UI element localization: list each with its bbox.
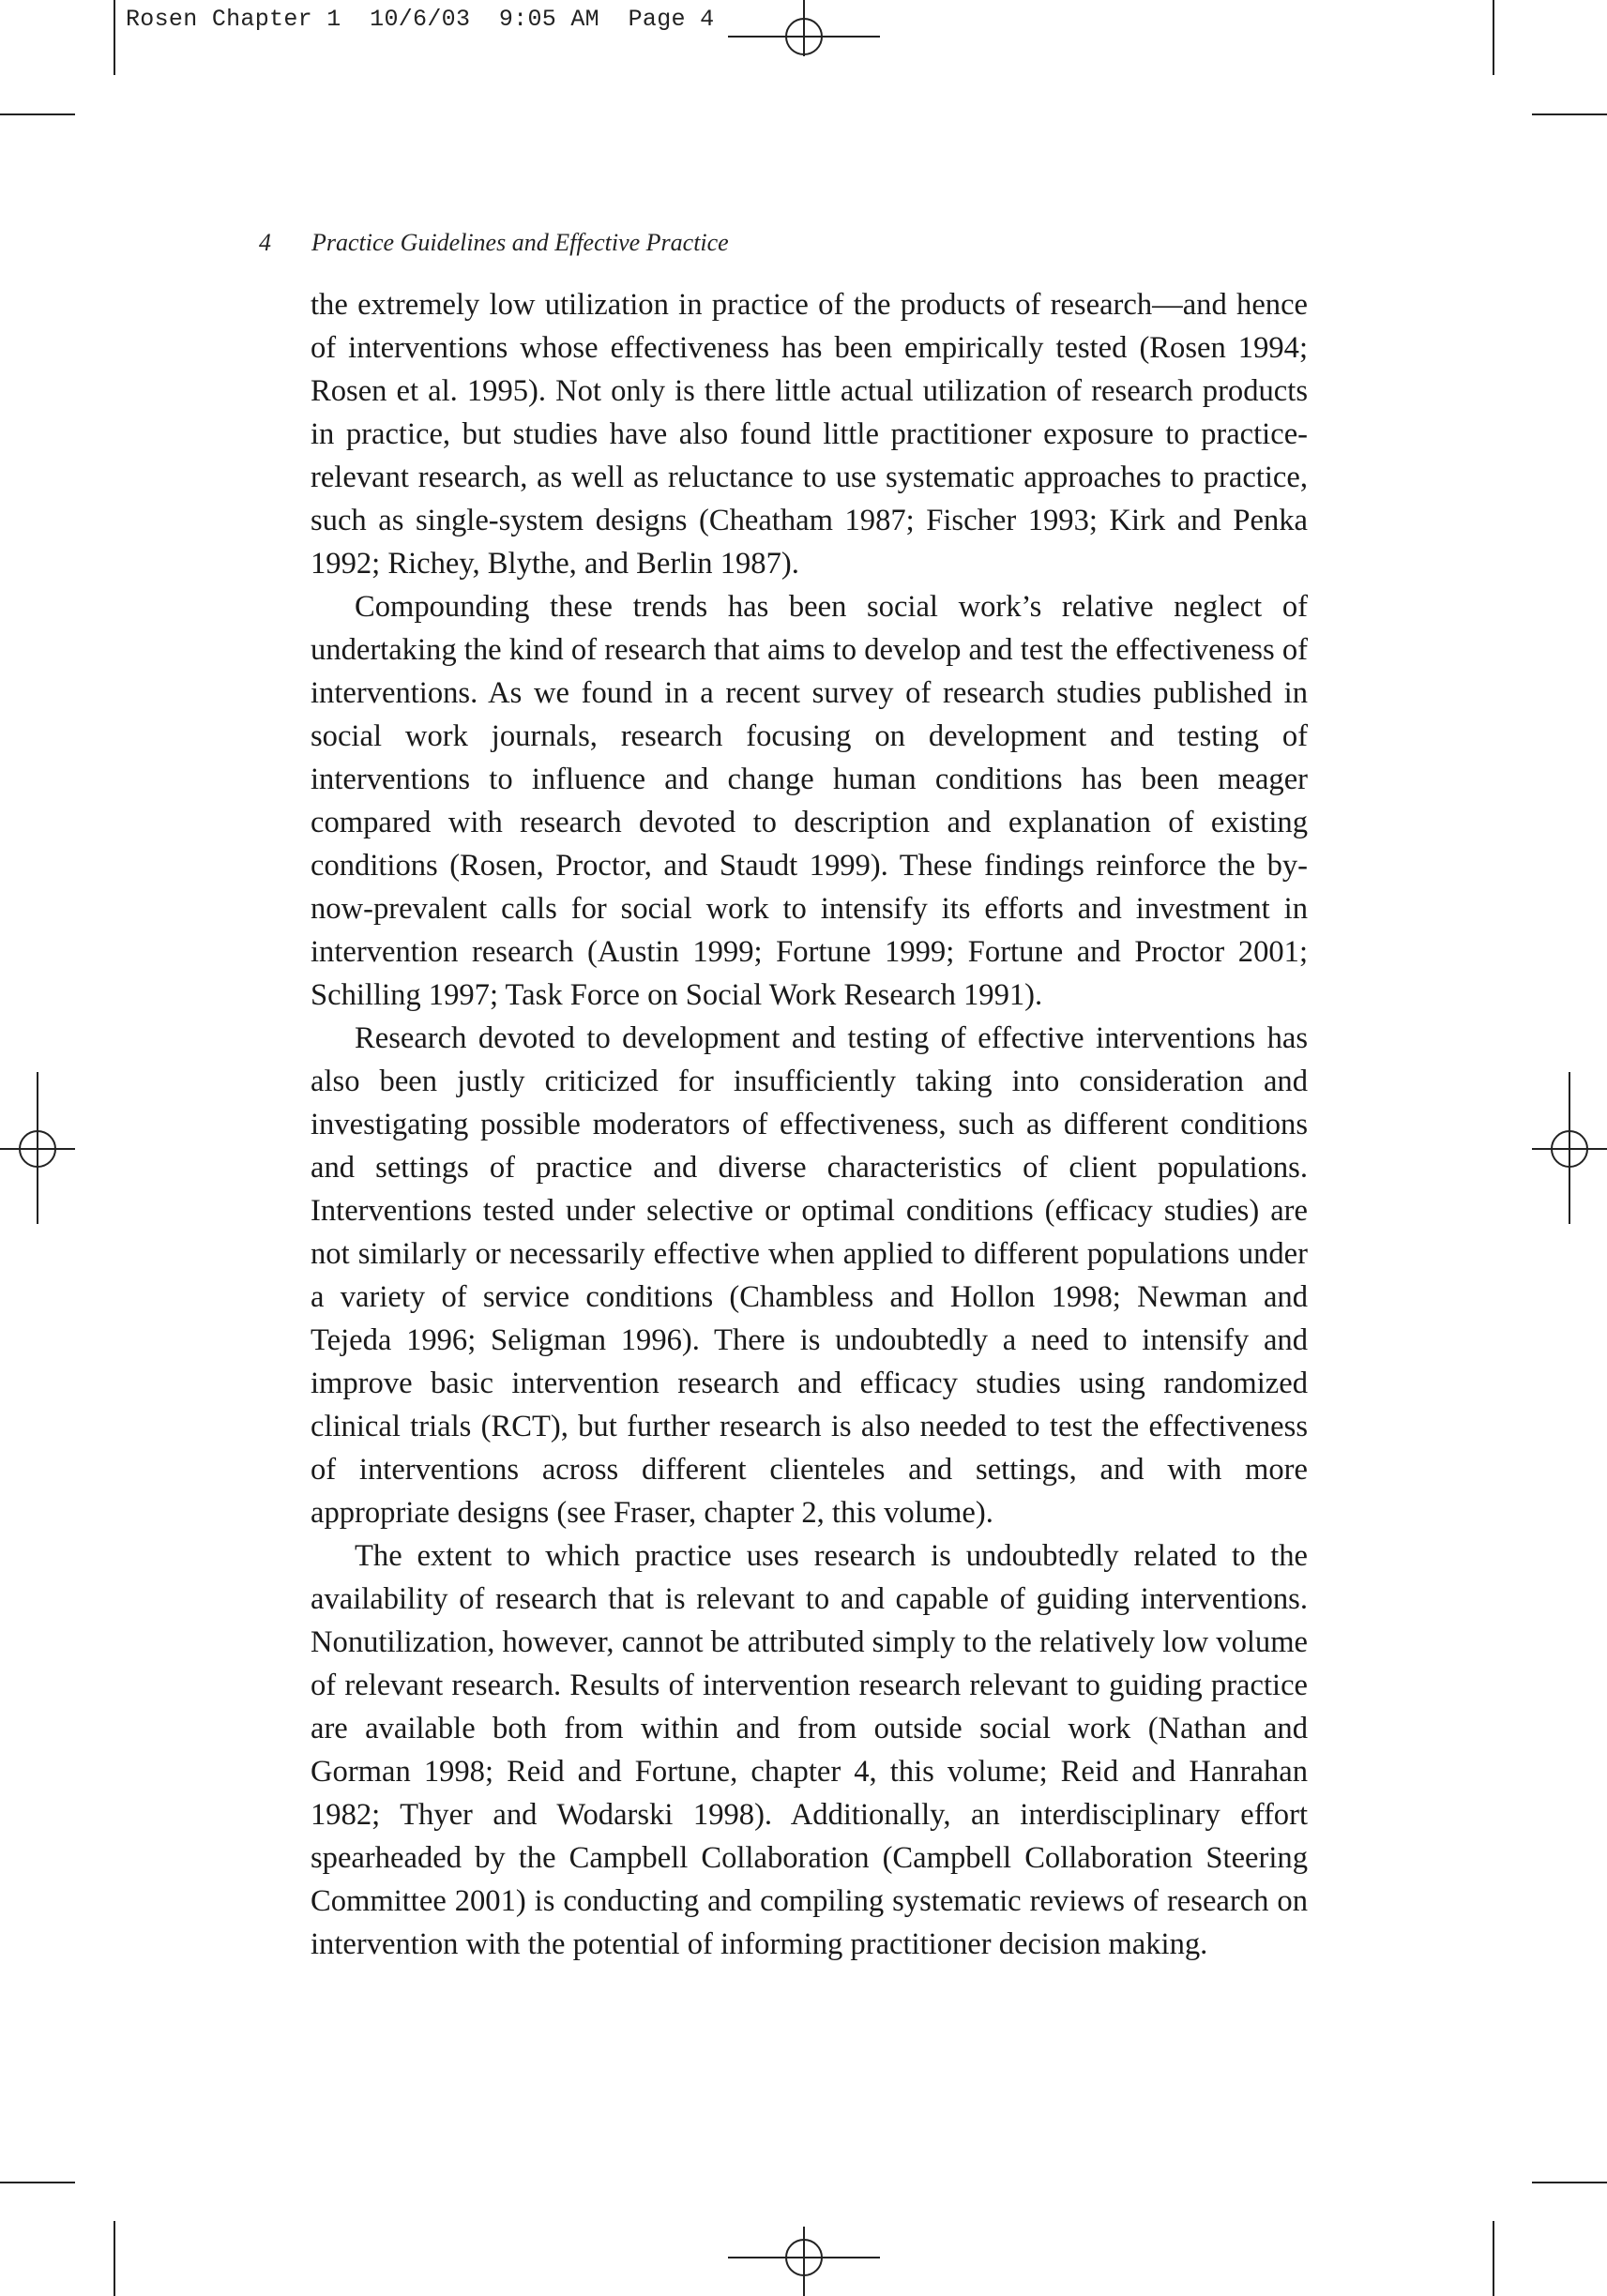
crop-mark-bottom-right-vertical bbox=[1493, 2221, 1494, 2296]
paragraph: Compounding these trends has been social work’s relative neglect of undertaking the kind of research that aims to develop and test the effectiveness of interventions. As we found in a recent survey of research studies published in social work journals, research focusing on development and testing of interventions to influence and change human conditions has been meager compared with research devoted to description and explanation of existing conditions (Rosen, Proctor, and Staudt 1999). These findings reinforce the by-now-prevalent calls for social work to intensify its efforts and investment in intervention research (Austin 1999; Fortune 1999; Fortune and Proctor 2001; Schilling 1997; Task Force on Social Work Research 1991). bbox=[311, 590, 1308, 1012]
crop-mark-bottom-left-vertical bbox=[114, 2221, 115, 2296]
running-head-title: Practice Guidelines and Effective Practice bbox=[311, 229, 729, 256]
crop-mark-top-right-horizontal bbox=[1532, 113, 1607, 115]
crop-mark-top-left-vertical bbox=[114, 0, 115, 75]
paragraph: The extent to which practice uses research is undoubtedly related to the availability of research that is relevant to and capable of guiding interventions. Nonutilization, however, cannot be attributed simply to the relatively low volume of relevant research. Results of intervention research relevant to guiding practice are available both from within and from outside social work (Nathan and Gorman 1998; Reid and Fortune, chapter 4, this volume; Reid and Hanrahan 1982; Thyer and Wodarski 1998). Additionally, an interdisciplinary effort spearheaded by the Campbell Collaboration (Campbell Collaboration Steering Committee 2001) is conducting and compiling systematic reviews of research on intervention with the potential of informing practitioner decision making. bbox=[311, 1539, 1308, 1961]
crop-mark-top-left-horizontal bbox=[0, 113, 75, 115]
paragraph: Research devoted to development and testing of effective interventions has also been justly criticized for insufficiently taking into consideration and investigating possible moderators of effectiveness, such as different conditions and settings of practice and diverse characteristics of client populations. Interventions tested under selective or optimal conditions (efficacy studies) are not similarly or necessarily effective when applied to different populations under a variety of service conditions (Chambless and Hollon 1998; Newman and Tejeda 1996; Seligman 1996). There is undoubtedly a need to intensify and improve basic intervention research and efficacy studies using randomized clinical trials (RCT), but further research is also needed to test the effectiveness of interventions across different clienteles and settings, and with more appropriate designs (see Fraser, chapter 2, this volume). bbox=[311, 1021, 1308, 1530]
page-number: 4 bbox=[259, 229, 271, 256]
crop-mark-bottom-right-horizontal bbox=[1532, 2182, 1607, 2183]
running-head bbox=[259, 229, 1310, 261]
body-text bbox=[311, 283, 1308, 1966]
crop-mark-bottom-left-horizontal bbox=[0, 2182, 75, 2183]
printer-slug: Rosen Chapter 1 10/6/03 9:05 AM Page 4 bbox=[126, 6, 715, 33]
crop-mark-top-right-vertical bbox=[1493, 0, 1494, 75]
paragraph: the extremely low utilization in practice of the products of research—and hence of interventions whose effectiveness has been empirically tested (Rosen 1994; Rosen et al. 1995). Not only is there little actual utilization of research products in practice, but studies have also found little practitioner exposure to practice-relevant research, as well as reluctance to use systematic approaches to practice, such as single-system designs (Cheatham 1987; Fischer 1993; Kirk and Penka 1992; Richey, Blythe, and Berlin 1987). bbox=[311, 288, 1308, 581]
